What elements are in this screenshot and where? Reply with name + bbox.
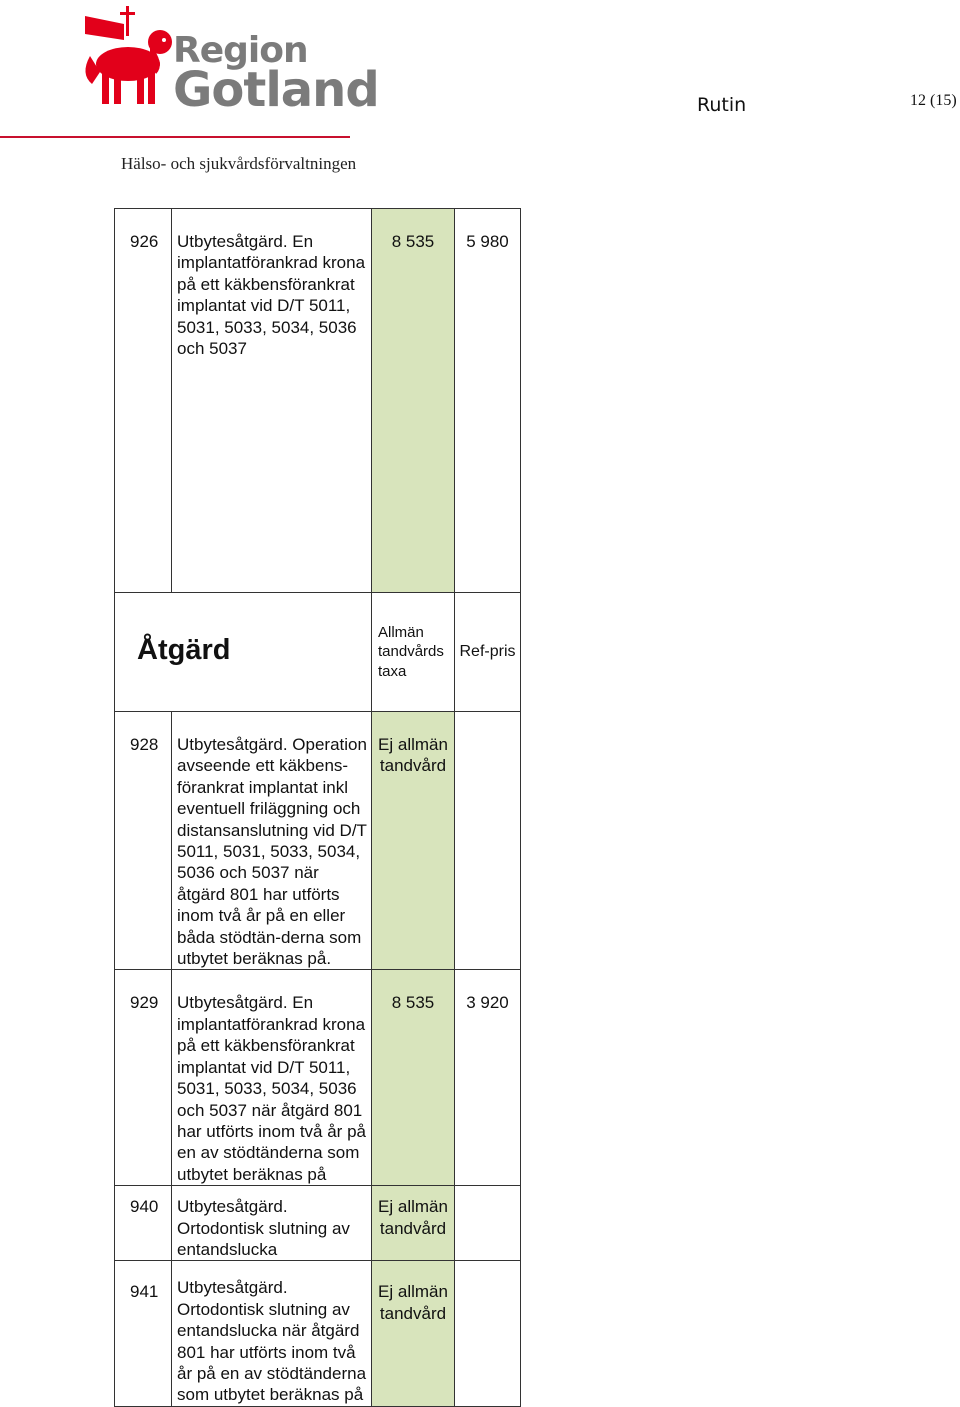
department-name: Hälso- och sjukvårdsförvaltningen	[121, 154, 357, 173]
row-description: Utbytesåtgärd. Ortodontisk slutning av entandslucka när åtgärd 801 har utförts inom två år på en av stödtänderna som utbytet beräknas på	[172, 1261, 372, 1407]
row-ref-price	[455, 1186, 521, 1261]
row-taxa: Ej allmän tandvård	[372, 712, 455, 970]
row-description: Utbytesåtgärd. En implantatförankrad krona på ett käkbensförankrat implantat vid D/T 5011, 5031, 5033, 5034, 5036 och 5037 när åtgärd 801 har utförts inom två år på en av stödtänderna som utbytet beräknas på	[172, 970, 372, 1186]
row-description: Utbytesåtgärd. Ortodontisk slutning av entandslucka	[172, 1186, 372, 1261]
row-taxa: Ej allmän tandvård	[372, 1186, 455, 1261]
row-taxa: Ej allmän tandvård	[372, 1261, 455, 1407]
row-ref-price	[455, 712, 521, 970]
table-row	[115, 712, 521, 970]
row-ref-price: 3 920	[455, 970, 521, 1186]
column-header-taxa: Allmän tandvårds taxa	[372, 593, 455, 712]
row-description: Utbytesåtgärd. Operation avseende ett käkbens-förankrat implantat inkl eventuell friläggning och distansanslutning vid D/T 5011, 5031, 5033, 5034, 5036 och 5037 när åtgärd 801 har utförts inom två år på en eller båda stödtän-derna som utbytet beräknas på.	[172, 712, 372, 970]
row-code: 926	[115, 209, 172, 593]
logo-text-region: Region	[173, 30, 308, 71]
column-header-atgard: Åtgärd	[115, 593, 372, 712]
row-code: 928	[115, 712, 172, 970]
row-ref-price: 5 980	[455, 209, 521, 593]
table-row	[115, 209, 521, 593]
row-description: Utbytesåtgärd. En implantatförankrad krona på ett käkbensförankrat implantat vid D/T 5011, 5031, 5033, 5034, 5036 och 5037	[172, 209, 372, 593]
header-rule	[0, 136, 350, 138]
table-row	[115, 1186, 521, 1261]
document-type: Rutin	[697, 94, 747, 116]
rate-table	[114, 208, 521, 1407]
table-row	[115, 970, 521, 1186]
row-code: 940	[115, 1186, 172, 1261]
row-taxa: 8 535	[372, 970, 455, 1186]
row-code: 941	[115, 1261, 172, 1407]
column-header-ref: Ref-pris	[455, 593, 521, 712]
row-code: 929	[115, 970, 172, 1186]
page-number: 12 (15)	[910, 92, 957, 109]
row-taxa: 8 535	[372, 209, 455, 593]
row-ref-price	[455, 1261, 521, 1407]
column-header-row	[115, 593, 521, 712]
logo-text-gotland: Gotland	[173, 62, 379, 118]
table-row	[115, 1261, 521, 1407]
